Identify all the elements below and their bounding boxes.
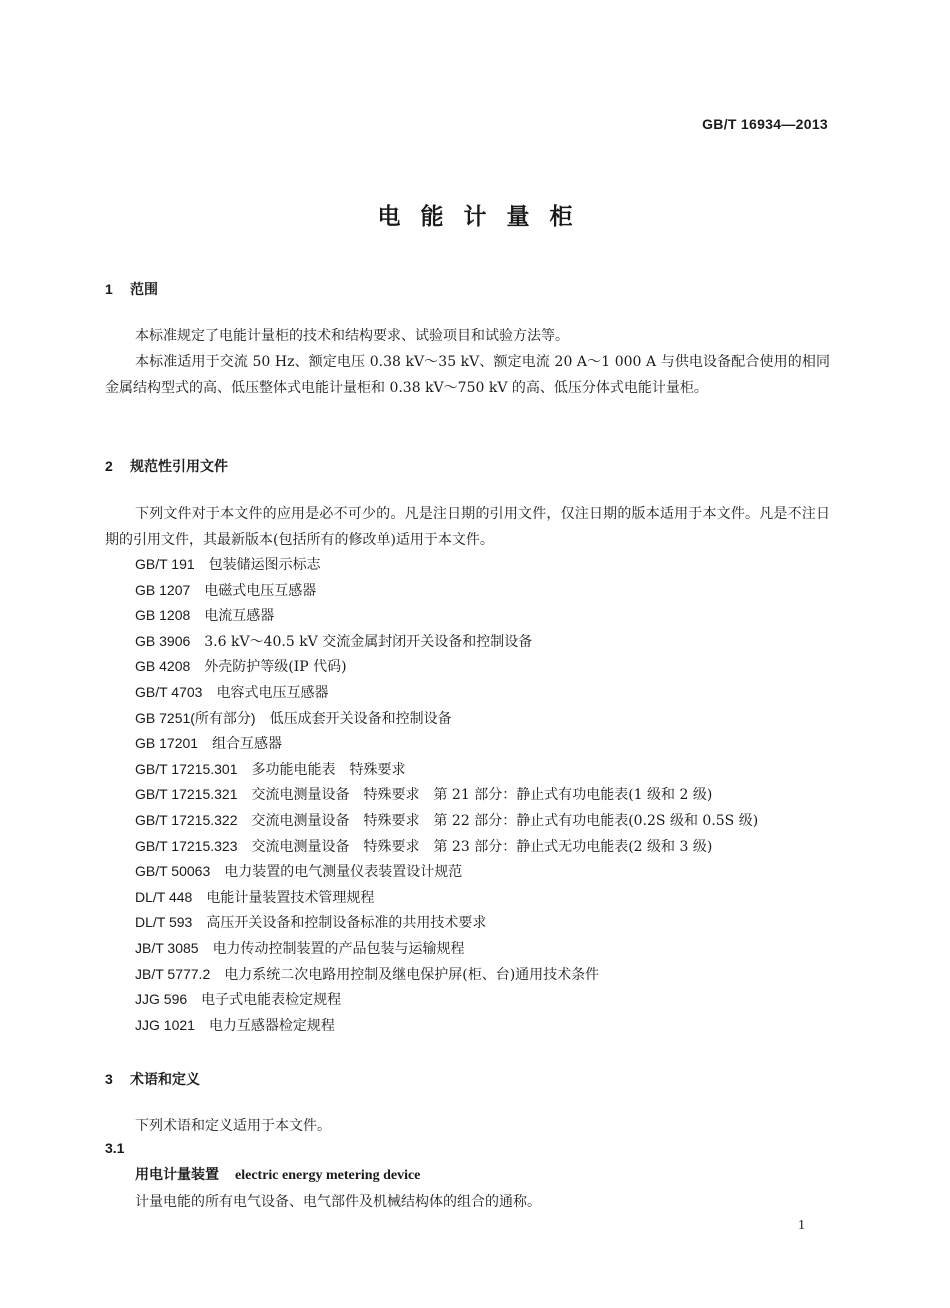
page-number: 1 [798, 1218, 805, 1233]
reference-item: JJG 1021 电力互感器检定规程 [135, 1016, 335, 1034]
section-number: 1 [105, 281, 113, 297]
term-english: electric energy metering device [235, 1168, 421, 1183]
reference-item: GB/T 17215.322 交流电测量设备 特殊要求 第 22 部分：静止式有功电能表(0.2S 级和 0.5S 级) [135, 811, 759, 829]
reference-item: GB/T 17215.321 交流电测量设备 特殊要求 第 21 部分：静止式有功电能表(1 级和 2 级) [135, 786, 713, 804]
section-2-intro: 下列文件对于本文件的应用是必不可少的。凡是注日期的引用文件，仅注日期的版本适用于本文件。凡是不注日期的引用文件，其最新版本(包括所有的修改单)适用于本文件。 [105, 506, 830, 548]
reference-item: GB 4208 外壳防护等级(IP 代码) [135, 658, 347, 676]
section-title: 规范性引用文件 [130, 459, 228, 475]
clause-number: 3.1 [105, 1140, 125, 1156]
reference-item: GB 17201 组合互感器 [135, 735, 283, 753]
term-chinese: 用电计量装置 [135, 1167, 219, 1183]
term-entry [135, 1164, 420, 1184]
reference-item: DL/T 448 电能计量装置技术管理规程 [135, 888, 375, 906]
reference-item: GB/T 4703 电容式电压互感器 [135, 683, 329, 701]
reference-item: GB/T 17215.301 多功能电能表 特殊要求 [135, 760, 406, 778]
section-1-heading [105, 279, 158, 299]
reference-item: JB/T 5777.2 电力系统二次电路用控制及继电保护屏(柜、台)通用技术条件 [135, 965, 600, 983]
section-1-paragraph-2: 本标准适用于交流 50 Hz、额定电压 0.38 kV～35 kV、额定电流 20 A～1 000 A 与供电设备配合使用的相同金属结构型式的高、低压整体式电能计量柜和 0.38 kV～750 kV 的高、低压分体式电能计量柜。 [105, 354, 830, 396]
reference-item: JJG 596 电子式电能表检定规程 [135, 991, 342, 1009]
reference-item: GB 1208 电流互感器 [135, 607, 275, 625]
reference-item: GB/T 17215.323 交流电测量设备 特殊要求 第 23 部分：静止式无功电能表(2 级和 3 级) [135, 837, 713, 855]
reference-item: GB 7251(所有部分) 低压成套开关设备和控制设备 [135, 709, 452, 727]
reference-item: DL/T 593 高压开关设备和控制设备标准的共用技术要求 [135, 914, 487, 932]
reference-item: GB/T 191 包装储运图示标志 [135, 556, 321, 573]
section-title: 范围 [130, 282, 158, 298]
section-title: 术语和定义 [130, 1072, 200, 1088]
reference-item: JB/T 3085 电力传动控制装置的产品包装与运输规程 [135, 939, 465, 957]
normative-references-list [135, 552, 758, 1038]
section-number: 2 [105, 458, 113, 474]
section-3-intro: 下列术语和定义适用于本文件。 [135, 1118, 331, 1134]
section-2-heading [105, 456, 228, 476]
document-title: 电能计量柜 [377, 204, 593, 230]
term-definition: 计量电能的所有电气设备、电气部件及机械结构体的组合的通称。 [135, 1194, 541, 1210]
section-3-heading [105, 1069, 200, 1089]
reference-item: GB 3906 3.6 kV～40.5 kV 交流金属封闭开关设备和控制设备 [135, 632, 533, 650]
standard-number: GB/T 16934—2013 [702, 116, 828, 132]
section-1-paragraph-1: 本标准规定了电能计量柜的技术和结构要求、试验项目和试验方法等。 [135, 328, 569, 344]
reference-item: GB/T 50063 电力装置的电气测量仪表装置设计规范 [135, 863, 463, 881]
reference-item: GB 1207 电磁式电压互感器 [135, 581, 317, 599]
section-number: 3 [105, 1071, 113, 1087]
